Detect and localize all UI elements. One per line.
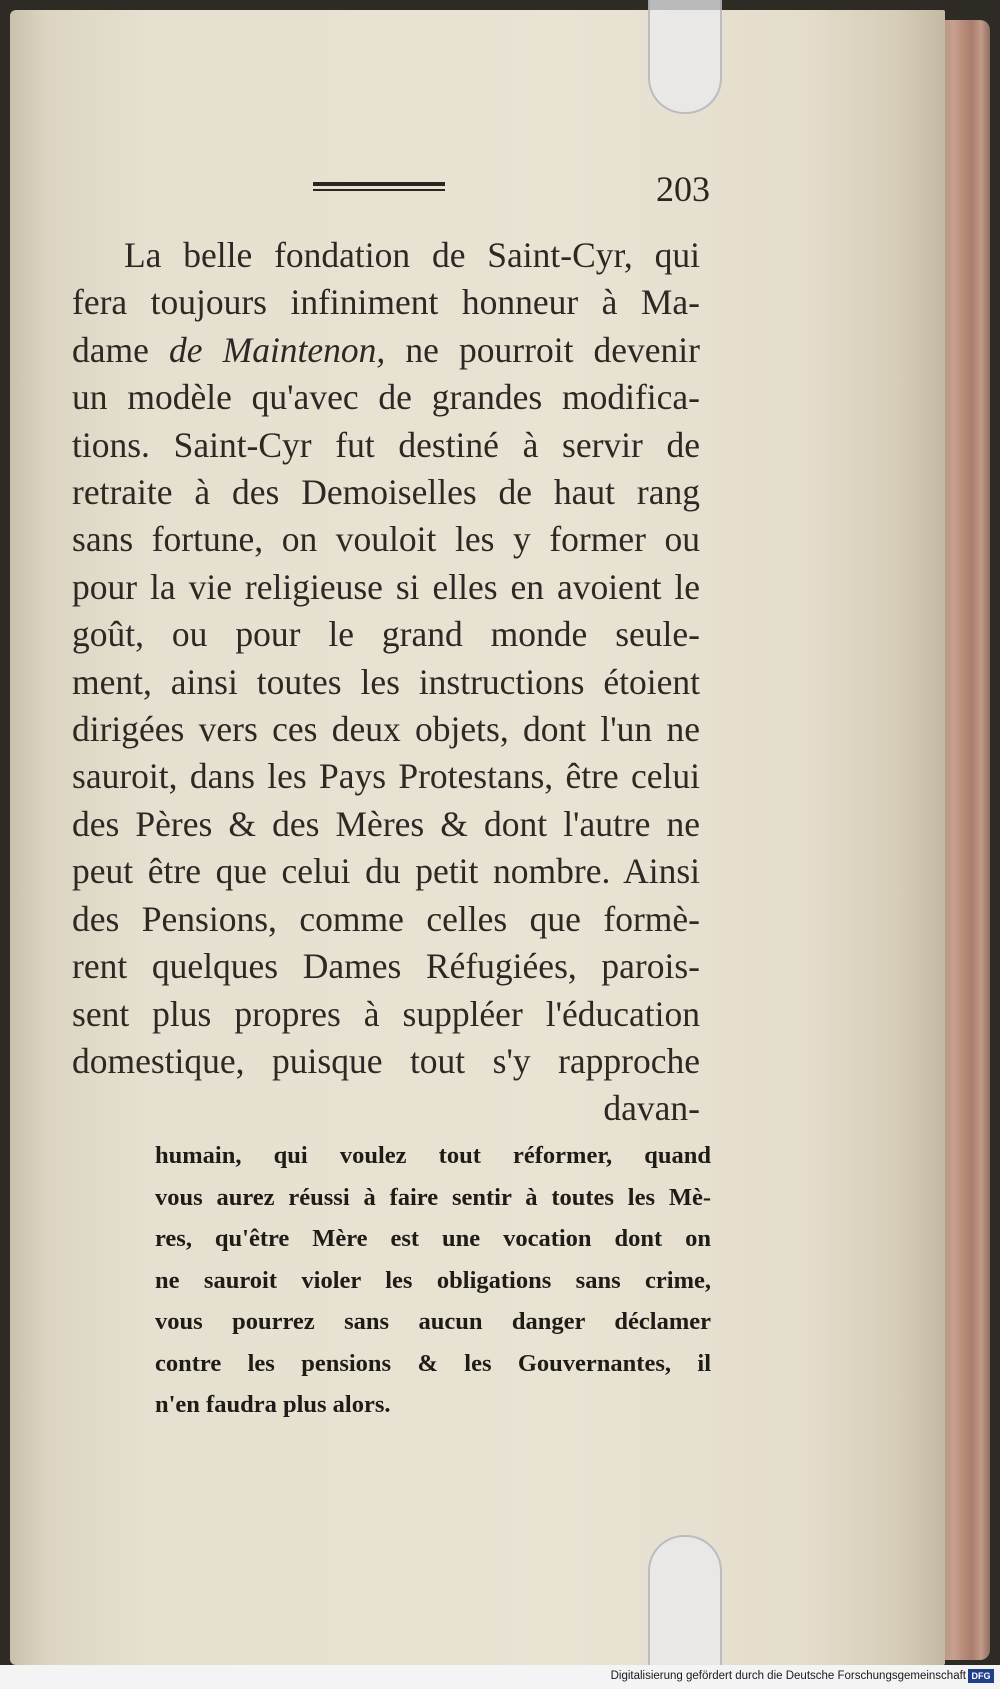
body-line: La belle fondation de Saint-Cyr, qui bbox=[124, 235, 700, 275]
body-line: ment, ainsi toutes les instructions étoient bbox=[72, 661, 700, 702]
body-line: retraite à des Demoiselles de haut rang bbox=[72, 472, 700, 513]
page-number: 203 bbox=[656, 169, 710, 209]
body-line: sans fortune, on vouloit les y former ou bbox=[72, 519, 700, 560]
body-line: dirigées vers ces deux objets, dont l'un ne bbox=[72, 709, 700, 750]
digitization-credit: Digitalisierung gefördert durch die Deutsche Forschungsgemeinschaft bbox=[610, 1670, 966, 1682]
book-page-edges bbox=[945, 20, 990, 1660]
page-clip-top bbox=[648, 0, 722, 114]
body-line: davan- bbox=[603, 1088, 700, 1129]
body-line: dame de Maintenon, ne pourroit devenir bbox=[72, 329, 700, 370]
body-line: domestique, puisque tout s'y rapproche bbox=[72, 1040, 700, 1081]
body-line: goût, ou pour le grand monde seule- bbox=[72, 614, 700, 655]
footnote-line: contre les pensions & les Gouvernantes, il bbox=[155, 1349, 711, 1377]
body-line: pour la vie religieuse si elles en avoient le bbox=[72, 566, 700, 607]
body-line: rent quelques Dames Réfugiées, parois- bbox=[72, 946, 700, 987]
dfg-logo-icon: DFG bbox=[968, 1669, 994, 1683]
footnote-line: vous pourrez sans aucun danger déclamer bbox=[155, 1308, 711, 1335]
footnote-line: vous aurez réussi à faire sentir à toutes les Mè- bbox=[155, 1183, 711, 1211]
body-line: fera toujours infiniment honneur à Ma- bbox=[72, 282, 700, 323]
header-rule-ornament bbox=[313, 182, 445, 196]
footnote-line: n'en faudra plus alors. bbox=[155, 1391, 391, 1418]
body-line: un modèle qu'avec de grandes modifica- bbox=[72, 377, 700, 418]
body-line: tions. Saint-Cyr fut destiné à servir de bbox=[72, 424, 700, 465]
footnote-line: res, qu'être Mère est une vocation dont on bbox=[155, 1225, 711, 1252]
body-line: peut être que celui du petit nombre. Ainsi bbox=[72, 851, 700, 892]
body-line: des Pensions, comme celles que formè- bbox=[72, 898, 700, 939]
italic-name: de Maintenon, bbox=[169, 329, 386, 370]
body-paragraph bbox=[72, 232, 700, 1133]
page-clip-bottom bbox=[648, 1535, 722, 1677]
body-line: sent plus propres à suppléer l'éducation bbox=[72, 993, 700, 1034]
footnote-line: ne sauroit violer les obligations sans crime, bbox=[155, 1266, 711, 1294]
footnote bbox=[155, 1135, 711, 1426]
body-line: des Pères & des Mères & dont l'autre ne bbox=[72, 803, 700, 844]
footnote-line: humain, qui voulez tout réformer, quand bbox=[155, 1142, 711, 1169]
body-line: sauroit, dans les Pays Protestans, être celui bbox=[72, 756, 700, 797]
